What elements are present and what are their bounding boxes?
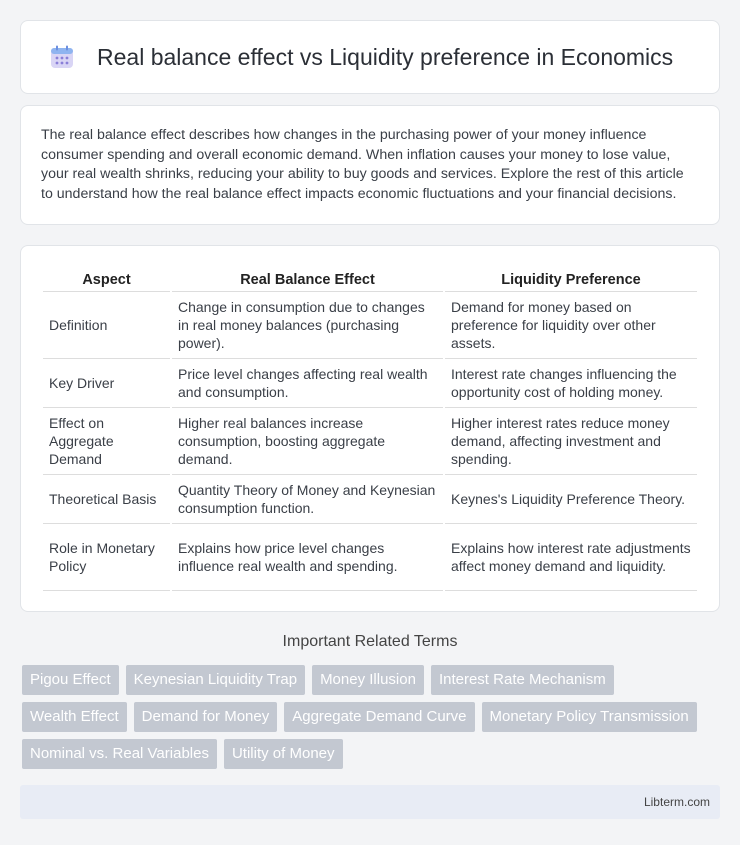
table-cell: Quantity Theory of Money and Keynesian consumption function. bbox=[172, 475, 443, 524]
table-cell: Keynes's Liquidity Preference Theory. bbox=[445, 475, 697, 524]
table-cell: Higher real balances increase consumption, boosting aggregate demand. bbox=[172, 408, 443, 475]
table-cell: Explains how price level changes influence real wealth and spending. bbox=[172, 524, 443, 591]
calendar-icon bbox=[47, 42, 77, 72]
related-terms-title: Important Related Terms bbox=[282, 633, 458, 650]
table-cell: Explains how interest rate adjustments affect money demand and liquidity. bbox=[445, 524, 697, 591]
related-terms-tags bbox=[0, 665, 740, 776]
intro-text: The real balance effect describes how changes in the purchasing power of your money influence consumer spending and overall economic demand. When inflation causes your money to lose value, your real wealth shrinks, reducing your ability to buy goods and services. Explore the rest of this article to understand how the real balance effect impacts economic fluctuations and your financial decisions. bbox=[41, 127, 684, 202]
table-cell: Interest rate changes influencing the opportunity cost of holding money. bbox=[445, 359, 697, 408]
intro-card bbox=[20, 105, 720, 225]
table-cell: Higher interest rates reduce money demand, affecting investment and spending. bbox=[445, 408, 697, 475]
table-row bbox=[43, 475, 697, 524]
tag-interest-rate-mechanism[interactable]: Interest Rate Mechanism bbox=[431, 665, 614, 695]
page-title: Real balance effect vs Liquidity preference in Economics bbox=[97, 43, 674, 70]
header-card bbox=[20, 20, 720, 94]
table-row bbox=[43, 292, 697, 359]
table-cell: Role in Monetary Policy bbox=[43, 524, 170, 591]
comparison-table-card bbox=[20, 245, 720, 612]
table-header-row bbox=[43, 266, 697, 292]
table-cell: Demand for money based on preference for liquidity over other assets. bbox=[445, 292, 697, 359]
tag-monetary-policy-transmission[interactable]: Monetary Policy Transmission bbox=[482, 702, 697, 732]
tag-keynesian-liquidity-trap[interactable]: Keynesian Liquidity Trap bbox=[126, 665, 305, 695]
table-row bbox=[43, 408, 697, 475]
column-header-liquidity-preference: Liquidity Preference bbox=[445, 266, 697, 292]
column-header-aspect: Aspect bbox=[43, 266, 170, 292]
tag-utility-of-money[interactable]: Utility of Money bbox=[224, 739, 343, 769]
tag-pigou-effect[interactable]: Pigou Effect bbox=[22, 665, 119, 695]
table-row bbox=[43, 359, 697, 408]
table-row bbox=[43, 524, 697, 591]
tag-aggregate-demand-curve[interactable]: Aggregate Demand Curve bbox=[284, 702, 474, 732]
table-cell: Key Driver bbox=[43, 359, 170, 408]
table-cell: Change in consumption due to changes in real money balances (purchasing power). bbox=[172, 292, 443, 359]
footer bbox=[20, 785, 720, 819]
tag-wealth-effect[interactable]: Wealth Effect bbox=[22, 702, 127, 732]
footer-site-link[interactable]: Libterm.com bbox=[643, 795, 710, 809]
column-header-real-balance-effect: Real Balance Effect bbox=[172, 266, 443, 292]
table-cell: Effect on Aggregate Demand bbox=[43, 408, 170, 475]
tag-nominal-vs-real-variables[interactable]: Nominal vs. Real Variables bbox=[22, 739, 217, 769]
table-cell: Price level changes affecting real wealth and consumption. bbox=[172, 359, 443, 408]
comparison-table bbox=[41, 266, 699, 591]
table-cell: Definition bbox=[43, 292, 170, 359]
tag-demand-for-money[interactable]: Demand for Money bbox=[134, 702, 278, 732]
table-cell: Theoretical Basis bbox=[43, 475, 170, 524]
tag-money-illusion[interactable]: Money Illusion bbox=[312, 665, 424, 695]
